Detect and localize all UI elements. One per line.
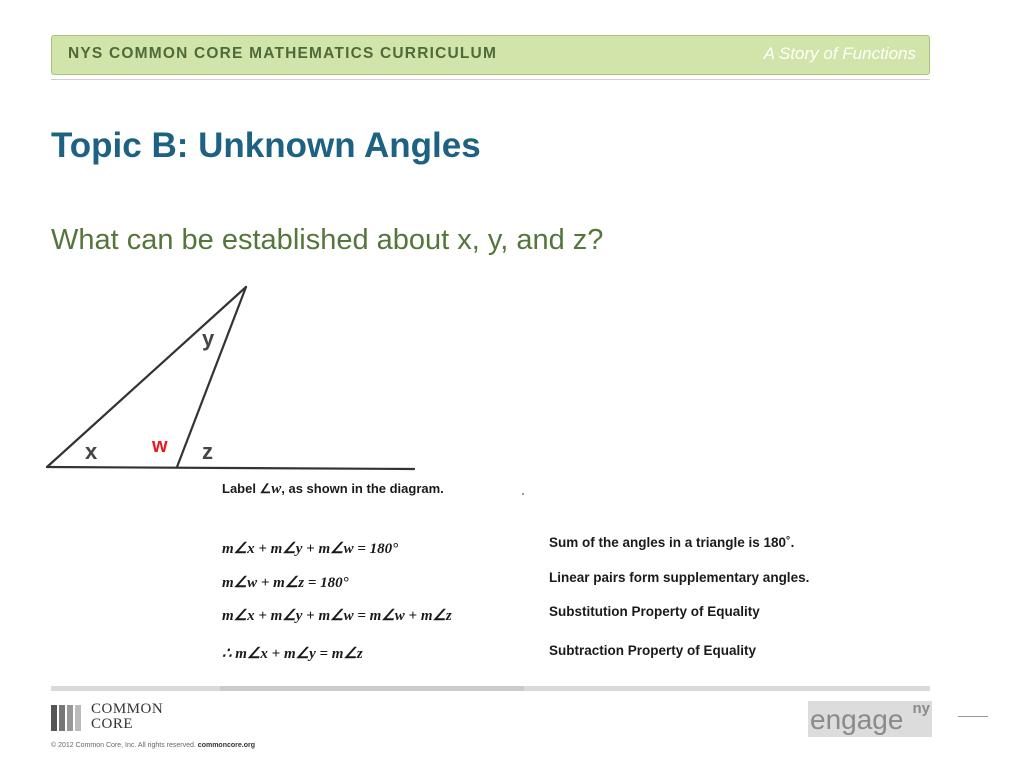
copyright-link[interactable]: commoncore.org xyxy=(197,742,255,749)
copyright-notice xyxy=(51,742,255,749)
proof-reason-4: Subtraction Property of Equality xyxy=(549,643,757,658)
proof-statement-1: m∠x + m∠y + m∠w = 180° xyxy=(222,541,399,557)
proof-reason-1: Sum of the angles in a triangle is 180˚. xyxy=(549,535,795,550)
common-core-logo-icon xyxy=(51,705,85,731)
angle-label-x: x xyxy=(85,439,98,464)
logo-line-core: CORE xyxy=(91,716,134,732)
proof-intro-suffix: , as shown in the diagram. xyxy=(281,481,444,496)
stray-mark xyxy=(522,493,524,495)
side-dash xyxy=(958,716,988,717)
proof-statement-2: m∠w + m∠z = 180° xyxy=(222,575,349,591)
proof-image-bottom-edge xyxy=(220,686,524,691)
angle-label-y: y xyxy=(202,326,215,351)
angle-label-z: z xyxy=(202,439,213,464)
logo-line-common: COMMON xyxy=(91,701,164,717)
copyright-text: © 2012 Common Core, Inc. All rights reserved. xyxy=(51,742,196,749)
proof-statement-3: m∠x + m∠y + m∠w = m∠w + m∠z xyxy=(222,608,452,624)
left-side-line xyxy=(47,287,246,467)
engageny-logo xyxy=(808,701,932,737)
base-line xyxy=(47,467,414,469)
curriculum-title: NYS COMMON CORE MATHEMATICS CURRICULUM xyxy=(68,45,498,62)
proof-reason-2: Linear pairs form supplementary angles. xyxy=(549,570,810,585)
triangle-diagram xyxy=(40,280,430,480)
story-title: A Story of Functions xyxy=(763,44,916,63)
header-divider xyxy=(51,79,930,80)
common-core-logo-text xyxy=(91,702,163,732)
header-bar xyxy=(51,35,930,75)
proof-intro-prefix: Label ∠ xyxy=(222,481,272,496)
engage-logo-word: engage xyxy=(810,704,904,735)
proof-intro-variable: w xyxy=(271,481,282,497)
engage-logo-ny: ny xyxy=(912,700,930,717)
proof-intro xyxy=(222,481,444,498)
angle-label-w: w xyxy=(152,435,168,457)
question-text: What can be established about x, y, and z? xyxy=(51,224,604,256)
page-title: Topic B: Unknown Angles xyxy=(51,126,481,165)
proof-reason-3: Substitution Property of Equality xyxy=(549,604,760,619)
proof-statement-4: ∴ m∠x + m∠y = m∠z xyxy=(222,646,363,662)
